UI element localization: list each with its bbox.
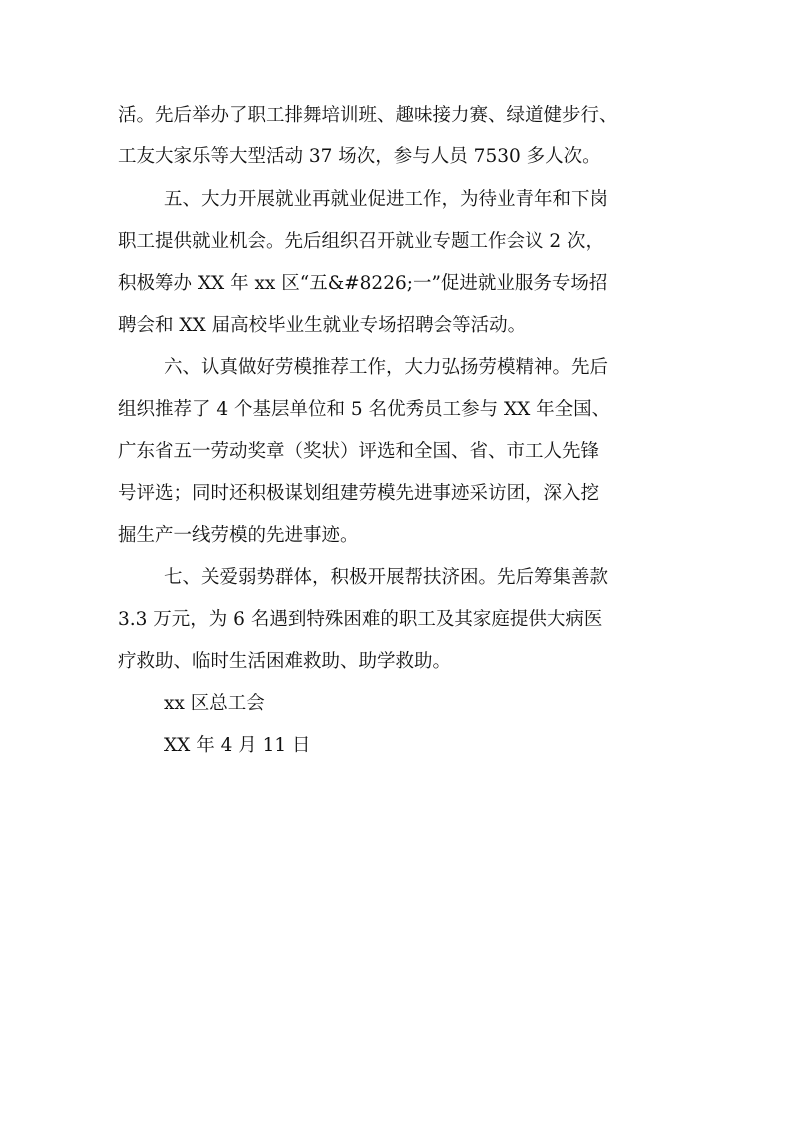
paragraph-6-line-1: 六、认真做好劳模推荐工作，大力弘扬劳模精神。先后 [164, 357, 609, 378]
paragraph-7-line-2: 3.3 万元，为 6 名遇到特殊困难的职工及其家庭提供大病医 [118, 609, 603, 630]
paragraph-7-line-1: 七、关爱弱势群体，积极开展帮扶济困。先后筹集善款 [164, 567, 609, 588]
paragraph-5-line-3: 积极筹办 XX 年 xx 区“五&#8226;一”促进就业服务专场招 [118, 273, 608, 294]
paragraph-7-line-3: 疗救助、临时生活困难救助、助学救助。 [118, 651, 452, 672]
paragraph-6-line-3: 广东省五一劳动奖章（奖状）评选和全国、省、市工人先锋 [118, 441, 600, 462]
paragraph-6-line-5: 掘生产一线劳模的先进事迹。 [118, 525, 359, 546]
paragraph-6-line-2: 组织推荐了 4 个基层单位和 5 名优秀员工参与 XX 年全国、 [118, 399, 611, 420]
paragraph-4-line-3: 工友大家乐等大型活动 37 场次，参与人员 7530 多人次。 [118, 146, 601, 167]
signature-date: XX 年 4 月 11 日 [164, 735, 311, 756]
paragraph-5-line-1: 五、大力开展就业再就业促进工作，为待业青年和下岗 [164, 189, 609, 210]
paragraph-5-line-4: 聘会和 XX 届高校毕业生就业专场招聘会等活动。 [118, 315, 527, 336]
paragraph-6-line-4: 号评选；同时还积极谋划组建劳模先进事迹采访团，深入挖 [118, 483, 600, 504]
paragraph-5-line-2: 职工提供就业机会。先后组织召开就业专题工作会议 2 次， [118, 231, 605, 252]
signature-organization: xx 区总工会 [164, 693, 265, 714]
paragraph-4-line-2: 活。先后举办了职工排舞培训班、趣味接力赛、绿道健步行、 [118, 105, 618, 126]
